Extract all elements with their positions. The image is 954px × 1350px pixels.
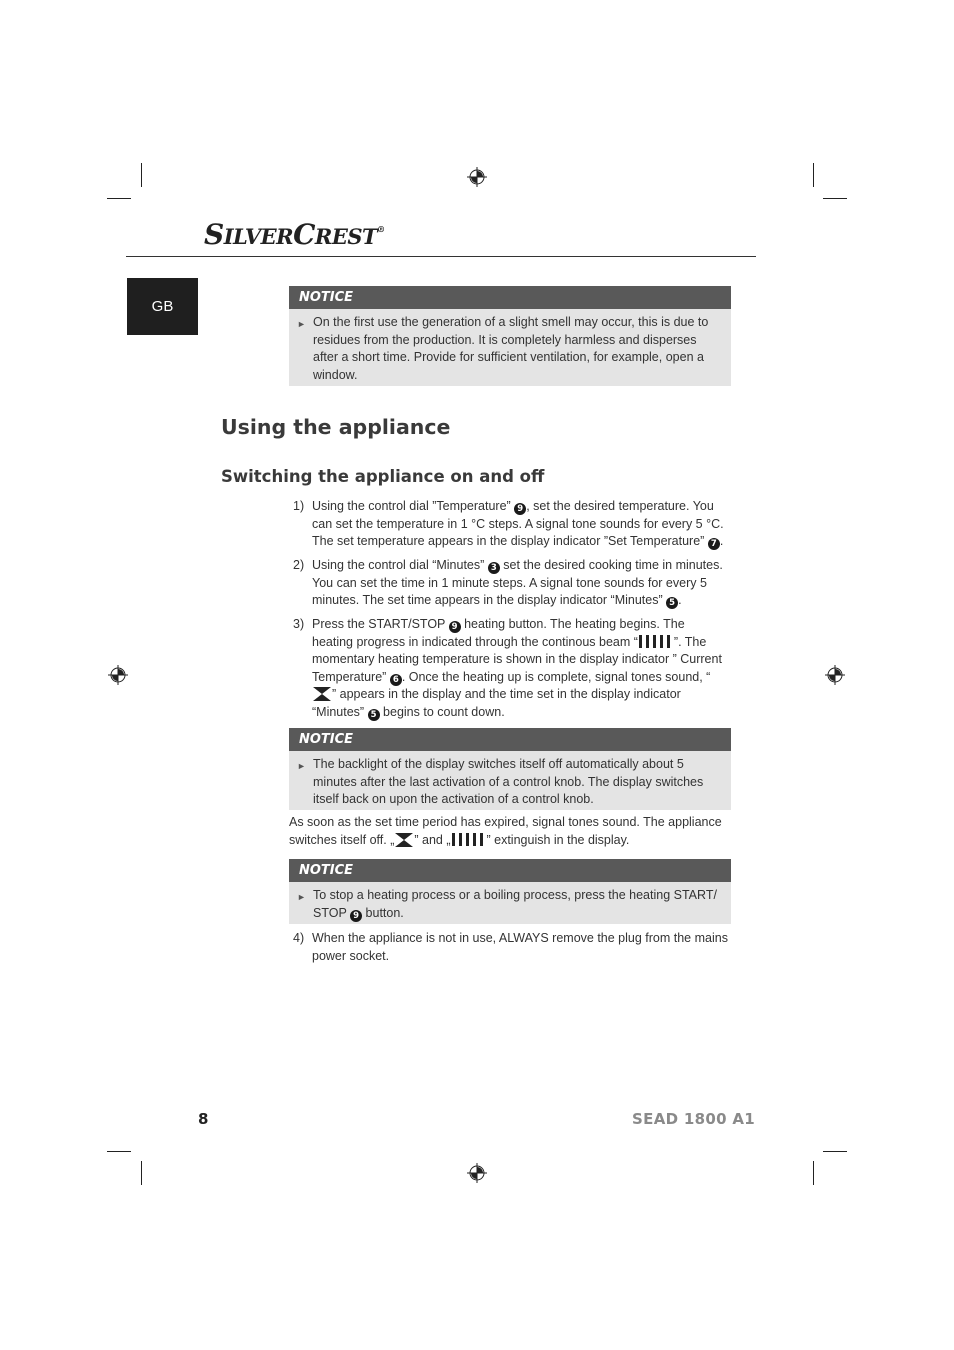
bullet-arrow-icon: ►	[297, 892, 306, 902]
notice-heading: NOTICE	[289, 728, 731, 751]
notice-heading: NOTICE	[289, 286, 731, 309]
notice-body: ► On the first use the generation of a slight smell may occur, this is due to residues from the production. It is completely harmless and disperses after a short time. Provide for sufficient ventilation, for example, open a window.	[297, 315, 709, 382]
reference-number: 6	[390, 674, 402, 686]
crop-mark	[141, 163, 142, 187]
crop-mark	[141, 1161, 142, 1185]
reference-number: 5	[666, 597, 678, 609]
list-item: 1) Using the control dial ”Temperature” 9 , set the desired temperature. You can set the temperature in 1 °C steps. A signal tone sounds for every 5 °C. The set temperature appears in the display indicator ”Set Temperature” 7 .	[293, 499, 724, 549]
crop-mark	[107, 1151, 131, 1152]
reference-number: 9	[449, 621, 461, 633]
reference-number: 9	[514, 503, 526, 515]
registration-icon	[467, 1163, 487, 1183]
crop-mark	[107, 198, 131, 199]
language-tab: GB	[127, 278, 198, 335]
reference-number: 5	[368, 709, 380, 721]
header-rule	[126, 256, 756, 257]
crop-mark	[813, 1161, 814, 1185]
bullet-arrow-icon: ►	[297, 761, 306, 771]
reference-number: 7	[708, 538, 720, 550]
notice-box	[289, 859, 731, 924]
notice-body: ► The backlight of the display switches itself off automatically about 5 minutes after the last activation of a control knob. The display switches itself back on upon the activation of a control knob.	[297, 757, 704, 806]
brand-logo: SILVERCREST®	[204, 218, 385, 251]
hourglass-icon	[394, 833, 414, 847]
list-item: 3) Press the START/STOP 9 heating button. The heating begins. The heating progress in indicated through the continous beam “ ”. The momentary heating temperature is shown in the display indicator ” Current Temperature” 6 . Once the heating up is complete, signal tones sound, “” appears in the display and the time set in the display indicator “Minutes” 5 begins to count down.	[293, 617, 722, 720]
list-item: 4) When the appliance is not in use, ALWAYS remove the plug from the mains power socket.	[293, 931, 728, 963]
hourglass-icon	[312, 687, 332, 701]
paragraph: As soon as the set time period has expired, signal tones sound. The appliance switches itself off. „ ” and „ ” extinguish in the display.	[289, 815, 722, 847]
reference-number: 3	[488, 562, 500, 574]
notice-heading: NOTICE	[289, 859, 731, 882]
notice-body: ► To stop a heating process or a boiling process, press the heating START/ STOP 9 button.	[297, 888, 717, 921]
registration-icon	[467, 167, 487, 187]
reference-number: 9	[350, 910, 362, 922]
notice-box	[289, 728, 731, 810]
crop-mark	[823, 198, 847, 199]
bullet-arrow-icon: ►	[297, 319, 306, 329]
section-title: Using the appliance	[221, 415, 451, 439]
crop-mark	[823, 1151, 847, 1152]
notice-box	[289, 286, 731, 386]
beam-bars-icon	[638, 634, 674, 649]
registration-icon	[825, 665, 845, 685]
crop-mark	[813, 163, 814, 187]
subsection-title: Switching the appliance on and off	[221, 467, 545, 486]
page-number: 8	[198, 1110, 209, 1128]
list-item: 2) Using the control dial “Minutes” 3 set the desired cooking time in minutes. You can set the time in 1 minute steps. A signal tone sounds for every 5 minutes. The set time appears in the display indicator “Minutes” 5 .	[293, 558, 723, 608]
registration-icon	[108, 665, 128, 685]
model-number: SEAD 1800 A1	[632, 1110, 755, 1128]
beam-bars-icon	[451, 832, 487, 847]
